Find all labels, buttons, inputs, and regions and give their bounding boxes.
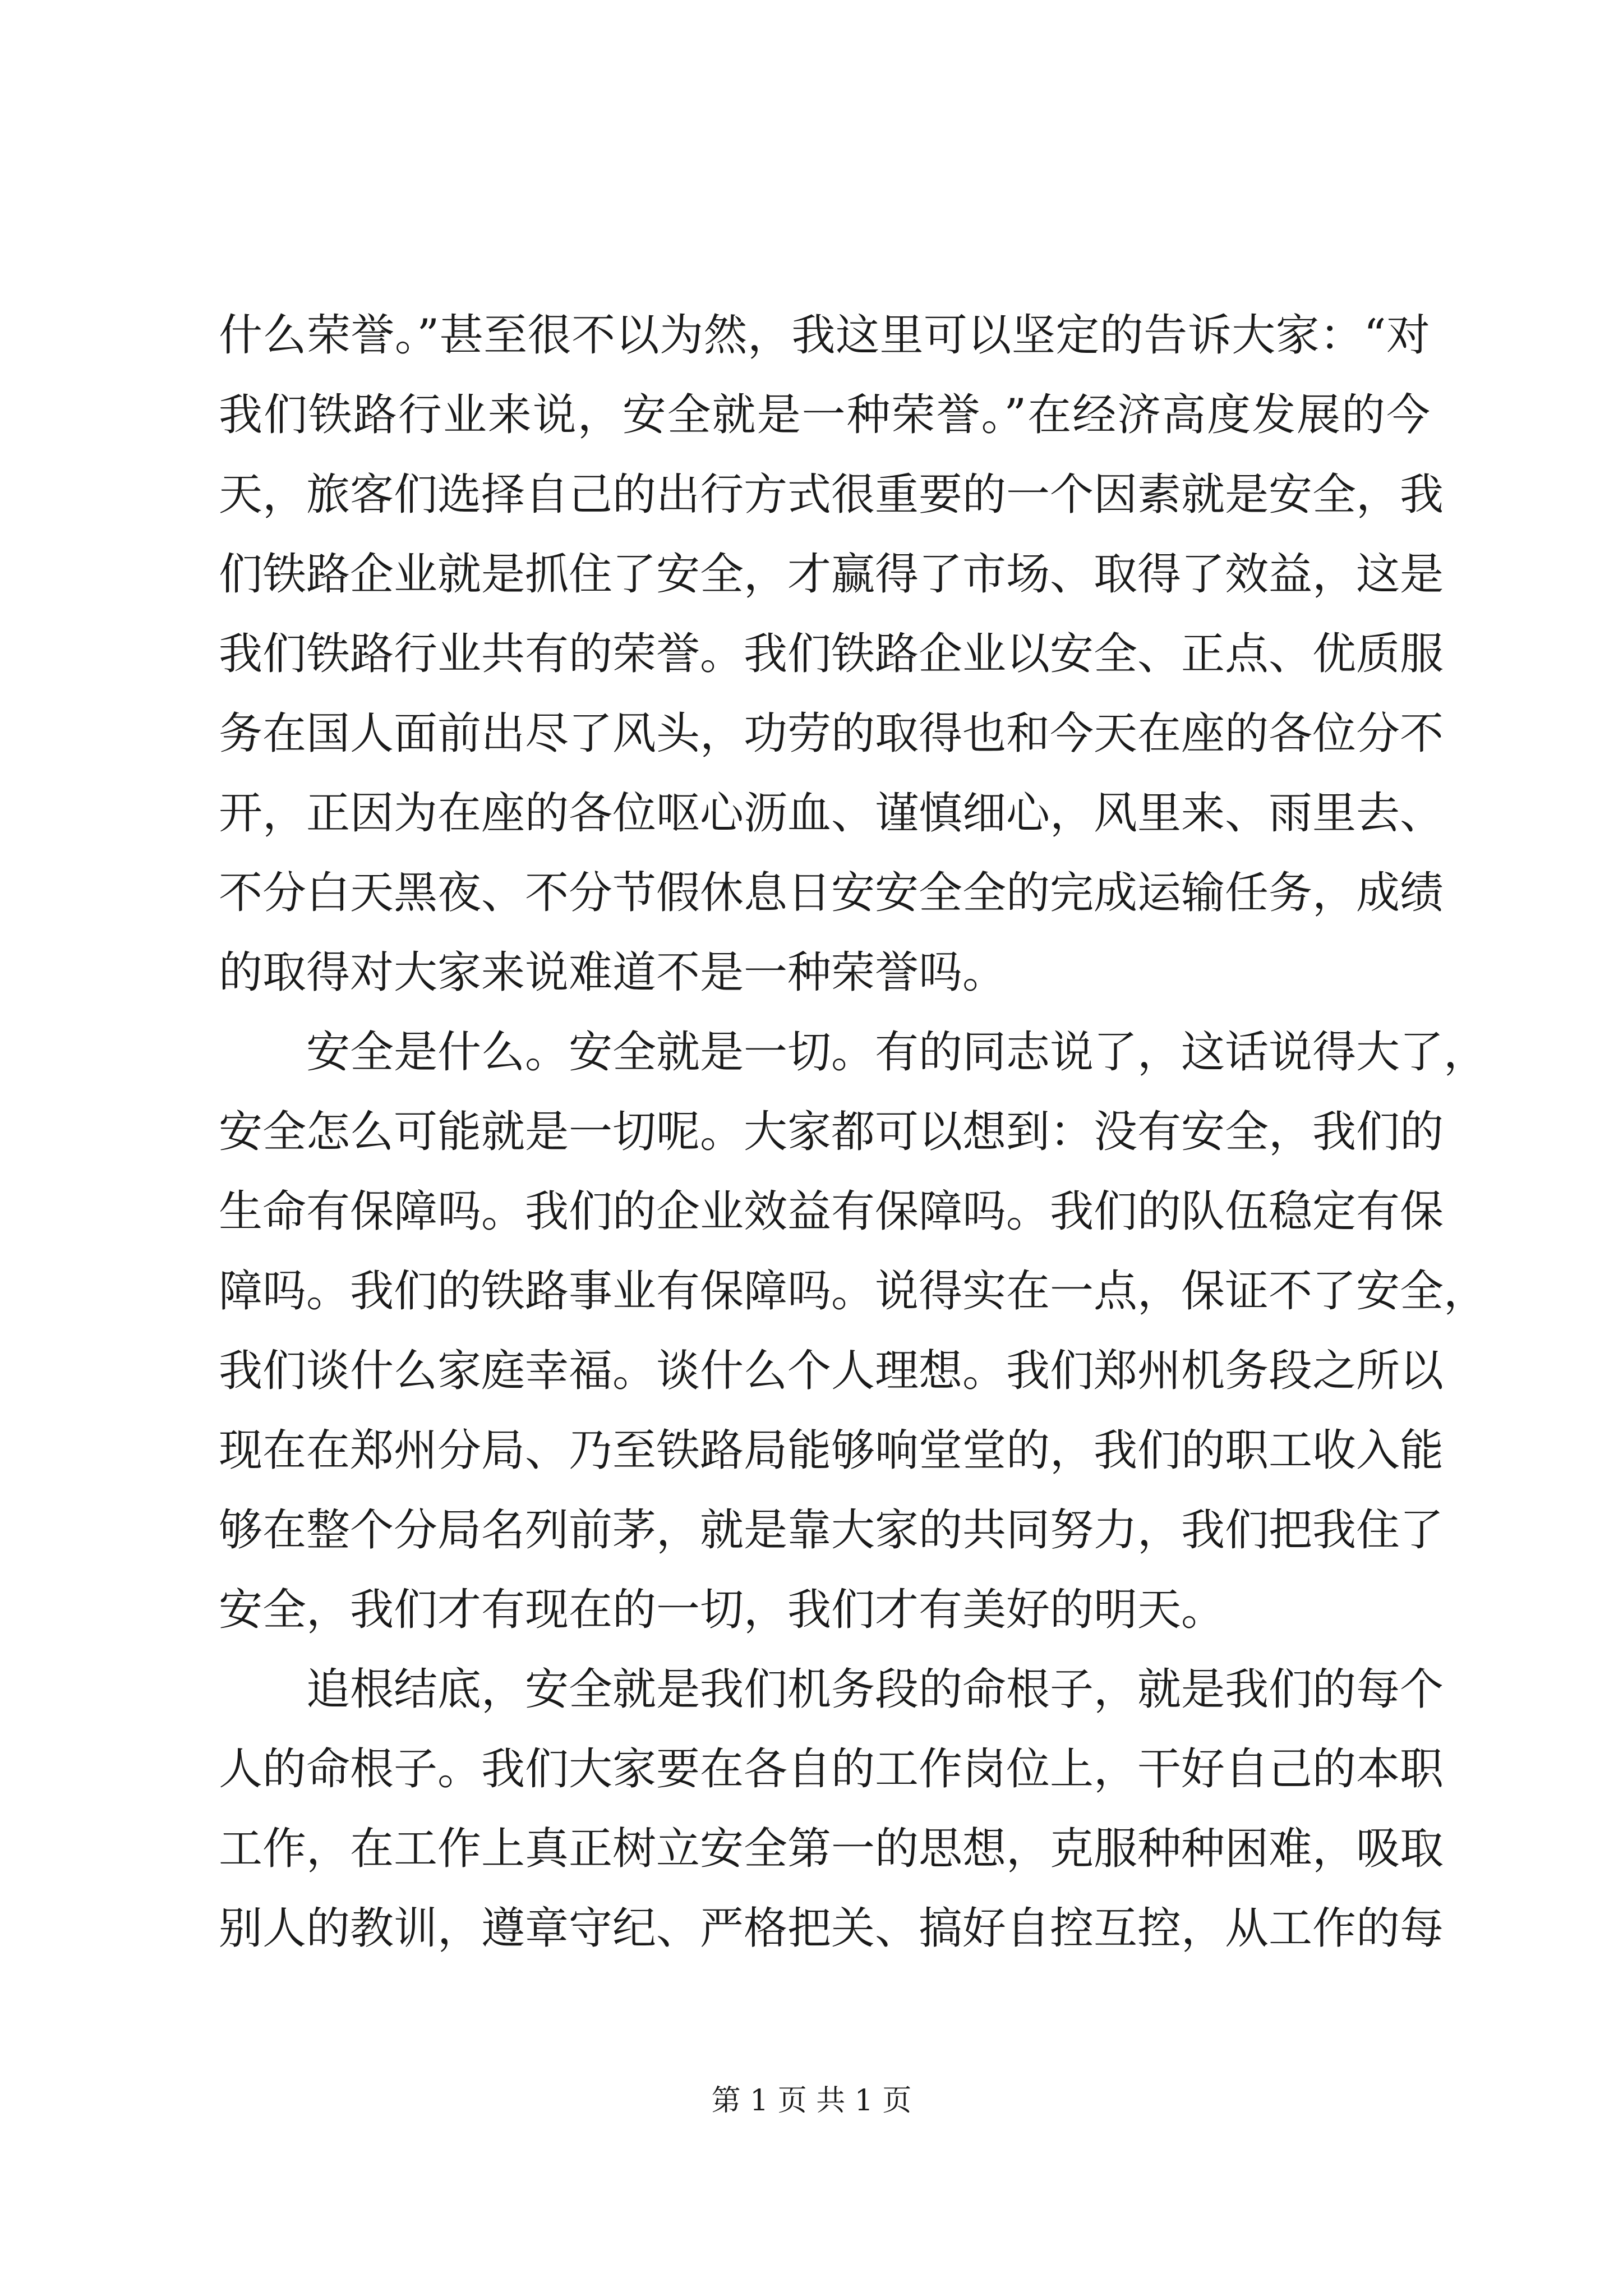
paragraph-start-line: 追根结底，安全就是我们机务段的命根子，就是我们的每个 xyxy=(306,1664,1444,1715)
text-line: 生命有保障吗。我们的企业效益有保障吗。我们的队伍稳定有保 xyxy=(219,1186,1444,1237)
text-line: 的取得对大家来说难道不是一种荣誉吗。 xyxy=(219,947,1007,998)
text-line: 人的命根子。我们大家要在各自的工作岗位上，干好自己的本职 xyxy=(219,1744,1444,1795)
text-line: 开，正因为在座的各位呕心沥血、谨慎细心，风里来、雨里去、 xyxy=(219,788,1444,839)
text-line: 现在在郑州分局、乃至铁路局能够响堂堂的，我们的职工收入能 xyxy=(219,1425,1444,1476)
text-line: 我们谈什么家庭幸福。谈什么个人理想。我们郑州机务段之所以 xyxy=(219,1346,1444,1396)
page-number-footer: 第 1 页 共 1 页 xyxy=(711,2084,912,2118)
text-line: 工作，在工作上真正树立安全第一的思想，克服种种困难，吸取 xyxy=(219,1824,1444,1874)
text-line: 安全，我们才有现在的一切，我们才有美好的明天。 xyxy=(219,1585,1225,1635)
body-text xyxy=(219,296,1488,1968)
text-line: 安全怎么可能就是一切呢。大家都可以想到：没有安全，我们的 xyxy=(219,1107,1444,1157)
text-line: 天，旅客们选择自己的出行方式很重要的一个因素就是安全，我 xyxy=(219,470,1444,520)
text-line: 什么荣誉。”甚至很不以为然，我这里可以坚定的告诉大家：“对 xyxy=(219,310,1430,361)
text-line: 务在国人面前出尽了风头，功劳的取得也和今天在座的各位分不 xyxy=(219,708,1444,759)
text-line: 够在整个分局名列前茅，就是靠大家的共同努力，我们把我住了 xyxy=(219,1505,1444,1556)
text-line: 不分白天黑夜、不分节假休息日安安全全的完成运输任务，成绩 xyxy=(219,868,1444,918)
text-line: 我们铁路行业来说，安全就是一种荣誉。”在经济高度发展的今 xyxy=(219,390,1430,440)
text-line: 们铁路企业就是抓住了安全，才赢得了市场、取得了效益，这是 xyxy=(219,549,1444,600)
text-line: 别人的教训，遵章守纪、严格把关、搞好自控互控，从工作的每 xyxy=(219,1903,1444,1954)
paragraph-start-line: 安全是什么。安全就是一切。有的同志说了，这话说得大了， xyxy=(306,1027,1488,1078)
text-line: 障吗。我们的铁路事业有保障吗。说得实在一点，保证不了安全， xyxy=(219,1266,1488,1317)
text-line: 我们铁路行业共有的荣誉。我们铁路企业以安全、正点、优质服 xyxy=(219,629,1444,679)
